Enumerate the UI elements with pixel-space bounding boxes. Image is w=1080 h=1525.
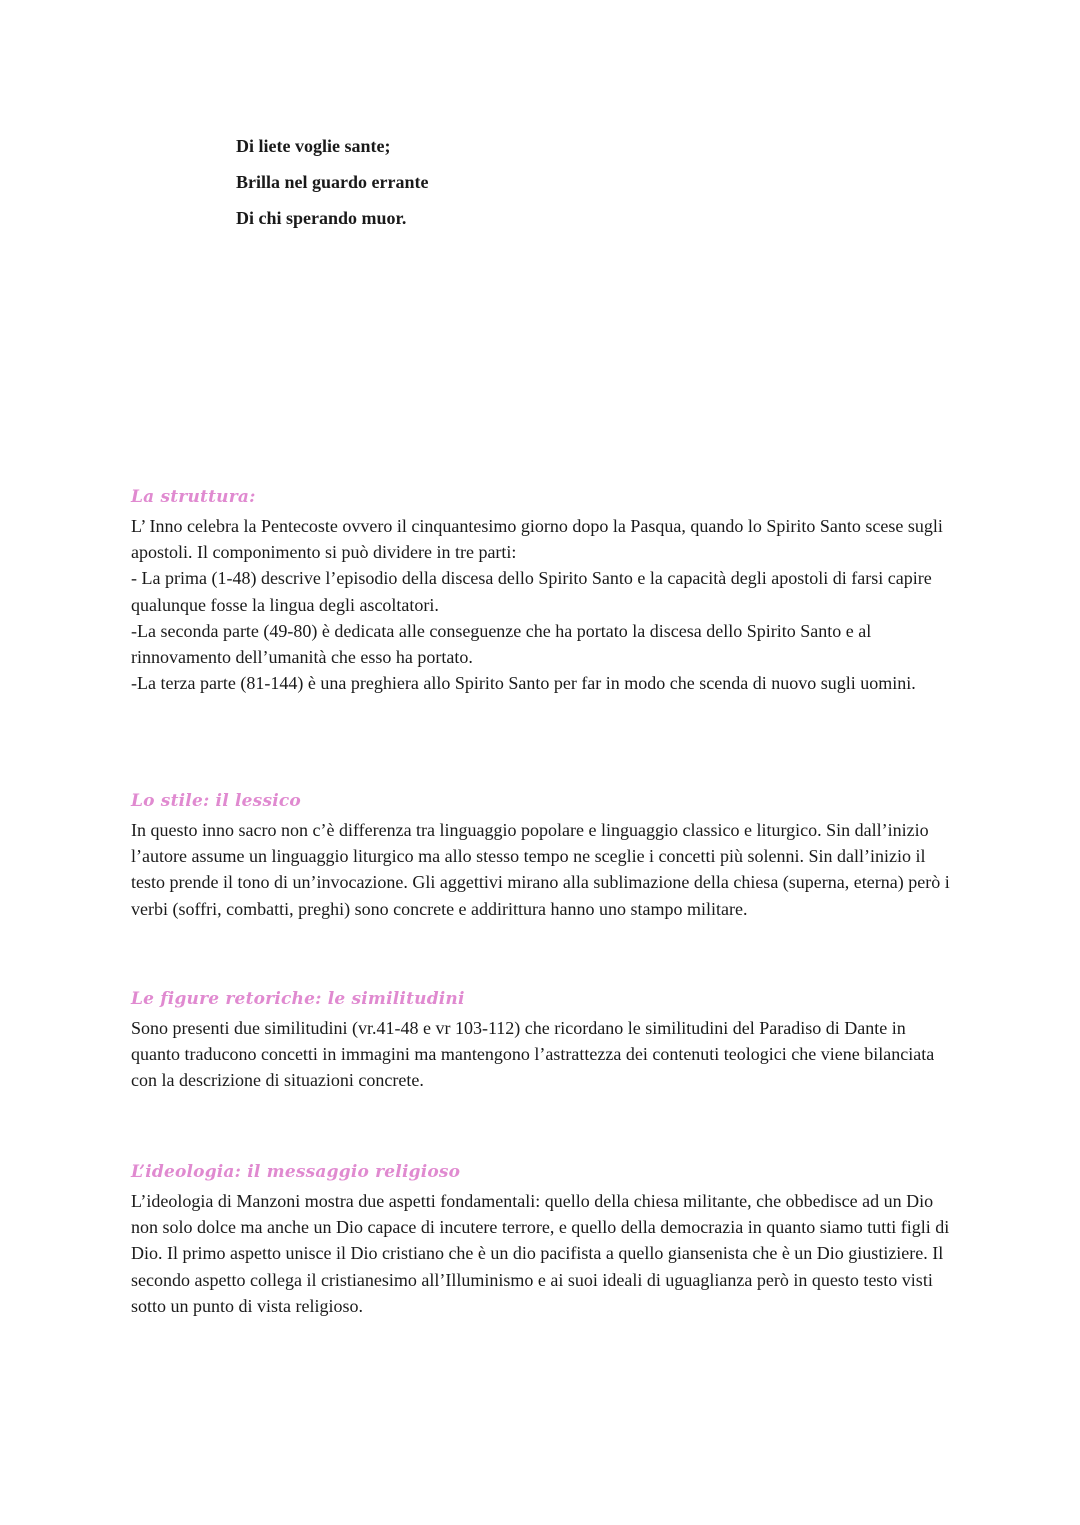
section-title: L’ideologia: il messaggio religioso [131,1162,461,1182]
section-stile [131,789,951,922]
paragraph: L’ Inno celebra la Pentecoste ovvero il cinquantesimo giorno dopo la Pasqua, quando lo Spirito Santo scese sugli apostoli. Il componimento si può dividere in tre parti: [131,516,943,563]
section-body [131,1015,951,1094]
paragraph: -La terza parte (81-144) è una preghiera allo Spirito Santo per far in modo che scenda di nuovo sugli uomini. [131,673,916,694]
section-title: Lo stile: il lessico [131,791,301,811]
paragraph: In questo inno sacro non c’è differenza tra linguaggio popolare e linguaggio classico e liturgico. Sin dall’inizio l’autore assume un linguaggio liturgico ma allo stesso tempo ne sceglie i concetti più solenni. Sin dall’inizio il testo prende il tono di un’invocazione. Gli aggettivi mirano alla sublimazione della chiesa (superna, eterna) però i verbi (soffri, combatti, preghi) sono concrete e addirittura hanno uno stampo militare. [131,820,950,919]
section-title: La struttura: [131,487,256,507]
poem-line: Di chi sperando muor. [236,208,407,228]
section-body [131,817,951,922]
paragraph: Sono presenti due similitudini (vr.41-48 e vr 103-112) che ricordano le similitudini del Paradiso di Dante in quanto traducono concetti in immagini ma mantengono l’astrattezza dei contenuti teologici che viene bilanciata con la descrizione di situazioni concrete. [131,1018,935,1091]
paragraph: L’ideologia di Manzoni mostra due aspetti fondamentali: quello della chiesa militante, che obbedisce ad un Dio non solo dolce ma anche un Dio capace di incutere terrore, e quello della democrazia in quanto siamo tutti figli di Dio. Il primo aspetto unisce il Dio cristiano che è un dio pacifista a quello giansenista che è un Dio giustiziere. Il secondo aspetto collega il cristianesimo all’Illuminismo e ai suoi ideali di uguaglianza però in questo testo visti sotto un punto di vista religioso. [131,1191,950,1316]
section-ideologia [131,1160,951,1319]
section-struttura [131,485,951,696]
paragraph: - La prima (1-48) descrive l’episodio della discesa dello Spirito Santo e la capacità degli apostoli di farsi capire qualunque fosse la lingua degli ascoltatori. [131,568,932,615]
poem-line: Di liete voglie sante; [236,136,391,156]
section-figure-retoriche [131,987,951,1094]
paragraph: -La seconda parte (49-80) è dedicata alle conseguenze che ha portato la discesa dello Spirito Santo e al rinnovamento dell’umanità che esso ha portato. [131,620,872,668]
section-body [131,513,951,696]
poem-excerpt [236,128,428,236]
section-body [131,1188,951,1319]
section-title: Le figure retoriche: le similitudini [131,989,465,1009]
poem-line: Brilla nel guardo errante [236,172,429,192]
